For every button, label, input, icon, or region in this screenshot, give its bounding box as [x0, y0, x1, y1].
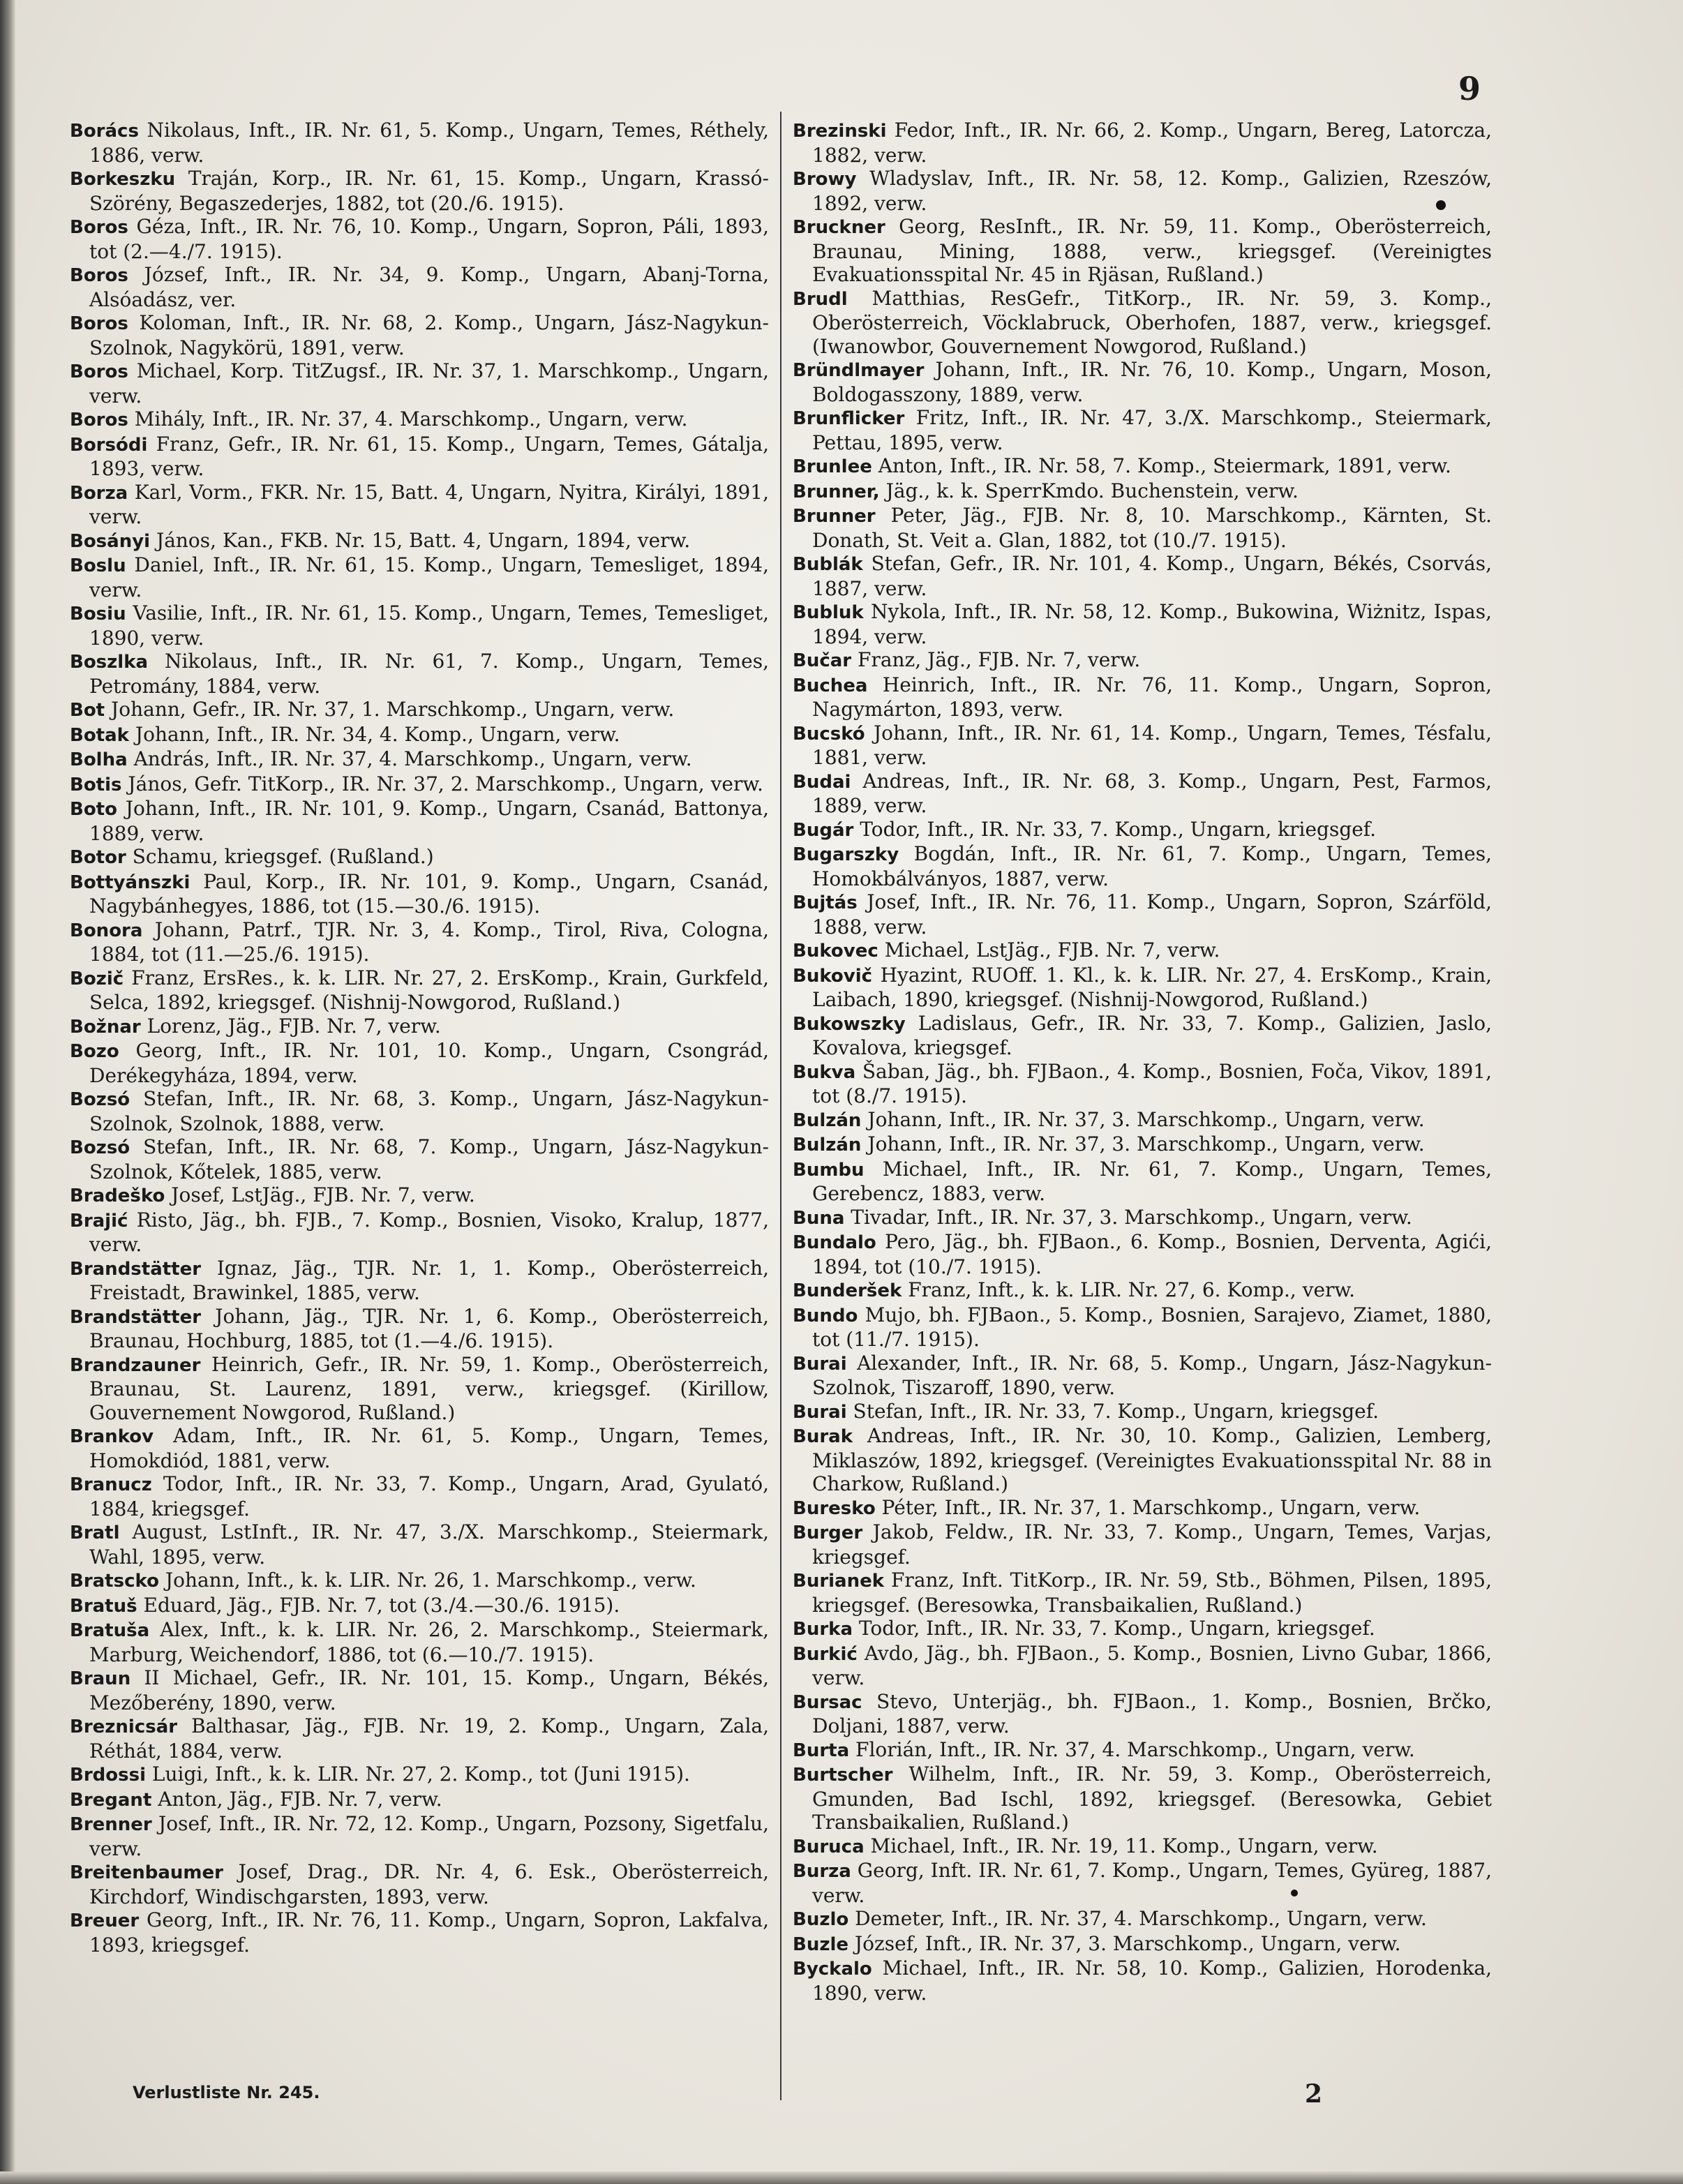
casualty-entry: [70, 1135, 769, 1183]
entry-details: Karl, Vorm., FKR. Nr. 15, Batt. 4, Ungarn, Nyitra, Királyi, 1891, verw.: [89, 480, 769, 528]
ink-dot-mark: [1291, 1890, 1298, 1897]
entry-surname: Burkić: [793, 1643, 858, 1665]
entry-surname: Bottyánszki: [70, 872, 190, 893]
entry-details: II Michael, Gefr., IR. Nr. 101, 15. Komp., Ungarn, Békés, Mezőberény, 1890, verw.: [89, 1666, 769, 1714]
entry-details: Tivadar, Inft., IR. Nr. 37, 3. Marschkomp., Ungarn, verw.: [851, 1205, 1412, 1229]
entry-details: Johann, Inft., k. k. LIR. Nr. 26, 1. Marschkomp., verw.: [165, 1569, 696, 1592]
entry-details: Josef, Inft., IR. Nr. 72, 12. Komp., Ungarn, Pozsony, Sigetfalu, verw.: [89, 1812, 769, 1860]
entry-surname: Boszlka: [70, 652, 149, 673]
entry-surname: Bukovec: [793, 941, 878, 962]
casualty-entry: [793, 1738, 1492, 1763]
entry-surname: Burai: [793, 1401, 847, 1423]
casualty-entry: [70, 553, 769, 601]
casualty-entry: [793, 1108, 1492, 1133]
entry-details: Andreas, Inft., IR. Nr. 68, 3. Komp., Ungarn, Pest, Farmos, 1889, verw.: [812, 769, 1492, 817]
entry-details: Jakob, Feldw., IR. Nr. 33, 7. Komp., Ungarn, Temes, Varjas, kriegsgef.: [812, 1520, 1492, 1569]
casualty-entry: [70, 1666, 769, 1714]
entry-surname: Botis: [70, 774, 122, 795]
entry-surname: Bozo: [70, 1041, 119, 1062]
entry-surname: Borács: [70, 121, 139, 142]
entry-details: Todor, Inft., IR. Nr. 33, 7. Komp., Ungarn, Arad, Gyulató, 1884, kriegsgef.: [89, 1472, 769, 1520]
casualty-entry: [793, 406, 1492, 454]
casualty-entry: [70, 918, 769, 966]
entry-surname: Brajić: [70, 1210, 128, 1232]
entry-surname: Burka: [793, 1619, 853, 1640]
entry-details: Wilhelm, Inft., IR. Nr. 59, 3. Komp., Oberösterreich, Gmunden, Bad Ischl, 1892, kriegsgef. (Beresowka, Gebiet Transbaikalien, Rußland.): [812, 1763, 1492, 1834]
entry-surname: Bujtás: [793, 892, 858, 913]
casualty-entry: [70, 1424, 769, 1472]
casualty-entry: [793, 1569, 1492, 1617]
entry-details: Stefan, Gefr., IR. Nr. 101, 4. Komp., Ungarn, Békés, Csorvás, 1887, verw.: [812, 552, 1492, 600]
casualty-entry: [793, 1520, 1492, 1569]
entry-details: Andreas, Inft., IR. Nr. 30, 10. Komp., Galizien, Lemberg, Miklaszów, 1892, kriegsgef. (Vereinigtes Evakuationsspital Nr. 88 in Charkow, Rußland.): [812, 1424, 1492, 1495]
entry-details: Georg, ResInft., IR. Nr. 59, 11. Komp., Oberösterreich, Braunau, Mining, 1888, verw., kriegsgef. (Vereinigtes Evakuationsspital Nr. 45 in Rjäsan, Rußland.): [812, 215, 1492, 286]
entry-surname: Browy: [793, 169, 857, 190]
casualty-entry: [793, 1400, 1492, 1425]
footer-signature-mark: 2: [1305, 2079, 1323, 2109]
entry-details: Heinrich, Gefr., IR. Nr. 59, 1. Komp., Oberösterreich, Braunau, St. Laurenz, 1891, verw., kriegsgef. (Kirillow, Gouvernement Nowgorod, Rußland.): [89, 1352, 769, 1424]
entry-surname: Bukowszky: [793, 1013, 906, 1035]
casualty-entry: [793, 1859, 1492, 1907]
footer-list-number: Verlustliste Nr. 245.: [133, 2083, 320, 2102]
entry-surname: Burianek: [793, 1571, 885, 1592]
entry-details: Todor, Inft., IR. Nr. 33, 7. Komp., Ungarn, kriegsgef.: [860, 817, 1377, 841]
casualty-entry: [70, 1183, 769, 1209]
casualty-entry: [70, 723, 769, 748]
entry-details: Stefan, Inft., IR. Nr. 68, 7. Komp., Ungarn, Jász-Nagykun-Szolnok, Kőtelek, 1885, verw.: [89, 1135, 769, 1183]
casualty-entry: [70, 1788, 769, 1813]
casualty-entry: [793, 454, 1492, 479]
entry-details: Balthasar, Jäg., FJB. Nr. 19, 2. Komp., Ungarn, Zala, Réthát, 1884, verw.: [89, 1714, 769, 1763]
entry-surname: Burta: [793, 1740, 850, 1761]
entry-surname: Bublák: [793, 554, 863, 575]
entry-surname: Budai: [793, 771, 851, 793]
casualty-entry: [793, 1763, 1492, 1834]
entry-surname: Bosányi: [70, 530, 151, 552]
entry-surname: Boros: [70, 410, 128, 431]
entry-details: August, LstInft., IR. Nr. 47, 3./X. Marschkomp., Steiermark, Wahl, 1895, verw.: [89, 1520, 769, 1569]
entry-details: Traján, Korp., IR. Nr. 61, 15. Komp., Ungarn, Krassó-Szörény, Begaszederjes, 1882, tot (20./6. 1915).: [89, 167, 769, 215]
entry-details: Mujo, bh. FJBaon., 5. Komp., Bosnien, Sarajevo, Ziamet, 1880, tot (11./7. 1915).: [812, 1303, 1492, 1351]
entry-surname: Bruckner: [793, 217, 885, 238]
casualty-entry: [70, 1039, 769, 1087]
entry-surname: Božnar: [70, 1016, 141, 1038]
casualty-entry: [70, 311, 769, 359]
entry-details: Josef, Inft., IR. Nr. 76, 11. Komp., Ungarn, Sopron, Szárföld, 1888, verw.: [812, 890, 1492, 938]
casualty-entry: [70, 167, 769, 215]
entry-details: Johann, Inft., IR. Nr. 101, 9. Komp., Ungarn, Csanád, Battonya, 1889, verw.: [89, 797, 769, 845]
entry-surname: Breznicsár: [70, 1716, 178, 1737]
entry-details: Johann, Gefr., IR. Nr. 37, 1. Marschkomp., Ungarn, verw.: [111, 698, 675, 721]
casualty-entry: [793, 600, 1492, 648]
entry-surname: Bonora: [70, 920, 143, 941]
entry-details: Georg, Inft. IR. Nr. 61, 7. Komp., Ungarn, Temes, Gyüreg, 1887, verw.: [812, 1859, 1492, 1907]
entry-details: Anton, Jäg., FJB. Nr. 7, verw.: [158, 1787, 442, 1811]
entry-surname: Boto: [70, 799, 117, 820]
entry-surname: Bumbu: [793, 1159, 865, 1181]
casualty-entry: [793, 1424, 1492, 1496]
casualty-entry: [793, 842, 1492, 890]
entry-surname: Botak: [70, 724, 129, 746]
casualty-entry: [70, 433, 769, 481]
entry-surname: Bundo: [793, 1305, 858, 1326]
casualty-entry: [70, 601, 769, 650]
entry-surname: Bundalo: [793, 1232, 876, 1253]
entry-details: Fedor, Inft., IR. Nr. 66, 2. Komp., Ungarn, Bereg, Latorcza, 1882, verw.: [812, 119, 1492, 167]
casualty-entry: [793, 1012, 1492, 1060]
entry-details: Eduard, Jäg., FJB. Nr. 7, tot (3./4.—30./6. 1915).: [143, 1593, 620, 1617]
entry-details: Nikolaus, Inft., IR. Nr. 61, 7. Komp., Ungarn, Temes, Petromány, 1884, verw.: [89, 650, 769, 698]
right-column: [793, 119, 1492, 2076]
entry-surname: Bursac: [793, 1691, 862, 1713]
casualty-entry: [793, 1496, 1492, 1521]
entry-details: Avdo, Jäg., bh. FJBaon., 5. Komp., Bosnien, Livno Gubar, 1866, verw.: [812, 1641, 1492, 1689]
casualty-entry: [793, 479, 1492, 504]
casualty-entry: [70, 1353, 769, 1425]
entry-details: Florián, Inft., IR. Nr. 37, 4. Marschkomp., Ungarn, verw.: [855, 1737, 1415, 1761]
entry-details: József, Inft., IR. Nr. 34, 9. Komp., Ungarn, Abanj-Torna, Alsóadász, ver.: [89, 263, 769, 311]
entry-surname: Bubluk: [793, 602, 864, 623]
entry-details: Peter, Jäg., FJB. Nr. 8, 10. Marschkomp., Kärnten, St. Donath, St. Veit a. Glan, 1882, tot (10./7. 1915).: [812, 504, 1492, 552]
entry-details: Anton, Inft., IR. Nr. 58, 7. Komp., Steiermark, 1891, verw.: [878, 454, 1451, 477]
casualty-entry: [793, 648, 1492, 673]
entry-details: Koloman, Inft., IR. Nr. 68, 2. Komp., Ungarn, Jász-Nagykun-Szolnok, Nagykörü, 1891, verw.: [89, 311, 769, 359]
casualty-entry: [793, 1206, 1492, 1231]
casualty-entry: [793, 1957, 1492, 2005]
entry-surname: Boslu: [70, 555, 126, 576]
casualty-entry: [793, 1352, 1492, 1400]
entry-details: Paul, Korp., IR. Nr. 101, 9. Komp., Ungarn, Csanád, Nagybánhegyes, 1886, tot (15.—30./6. 1915).: [89, 869, 769, 918]
entry-surname: Bučar: [793, 650, 852, 671]
entry-details: Stevo, Unterjäg., bh. FJBaon., 1. Komp., Bosnien, Brčko, Doljani, 1887, verw.: [812, 1689, 1492, 1737]
entry-surname: Breuer: [70, 1910, 140, 1931]
entry-surname: Bugár: [793, 819, 854, 841]
entry-surname: Brdossi: [70, 1765, 146, 1786]
entry-surname: Brunner: [793, 506, 876, 527]
entry-details: Luigi, Inft., k. k. LIR. Nr. 27, 2. Komp., tot (Juni 1915).: [151, 1763, 690, 1786]
column-divider: [780, 112, 781, 2100]
entry-surname: Buzlo: [793, 1909, 849, 1930]
entry-surname: Bosiu: [70, 604, 126, 624]
entry-surname: Bozič: [70, 968, 124, 989]
entry-surname: Brunner,: [793, 481, 880, 502]
page-left-edge: [0, 0, 15, 2184]
entry-surname: Borkeszku: [70, 169, 176, 190]
entry-surname: Brenner: [70, 1814, 152, 1835]
casualty-entry: [793, 1907, 1492, 1932]
entry-surname: Bukva: [793, 1061, 856, 1083]
entry-surname: Brandzauner: [70, 1354, 201, 1376]
casualty-entry: [793, 673, 1492, 721]
entry-surname: Boros: [70, 313, 128, 334]
casualty-entry: [70, 1812, 769, 1860]
entry-details: Mihály, Inft., IR. Nr. 37, 4. Marschkomp., Ungarn, verw.: [134, 407, 688, 431]
entry-details: Matthias, ResGefr., TitKorp., IR. Nr. 59, 3. Komp., Oberösterreich, Vöcklabruck, Oberhofen, 1887, verw., kriegsgef. (Iwanowbor, Gouvernement Nowgorod, Rußland.): [812, 286, 1492, 358]
entry-details: Nykola, Inft., IR. Nr. 58, 12. Komp., Bukowina, Wiżnitz, Ispas, 1894, verw.: [812, 600, 1492, 648]
casualty-entry: [70, 797, 769, 845]
entry-surname: Brunlee: [793, 456, 872, 477]
entry-details: János, Gefr. TitKorp., IR. Nr. 37, 2. Marschkomp., Ungarn, verw.: [128, 772, 763, 795]
entry-surname: Bratuš: [70, 1595, 137, 1617]
casualty-entry: [70, 698, 769, 723]
casualty-entry: [70, 1087, 769, 1135]
casualty-entry: [70, 1763, 769, 1788]
entry-surname: Brudl: [793, 288, 848, 310]
casualty-entry: [793, 1932, 1492, 1957]
entry-details: Johann, Inft., IR. Nr. 37, 3. Marschkomp., Ungarn, verw.: [867, 1107, 1425, 1131]
casualty-entry: [70, 1594, 769, 1619]
casualty-entry: [70, 481, 769, 529]
entry-details: Franz, Inft., k. k. LIR. Nr. 27, 6. Komp., verw.: [908, 1278, 1355, 1301]
entry-surname: Byckalo: [793, 1959, 872, 1980]
entry-surname: Bulzán: [793, 1135, 862, 1155]
entry-details: Franz, ErsRes., k. k. LIR. Nr. 27, 2. ErsKomp., Krain, Gurkfeld, Selca, 1892, kriegsgef. (Nishnij-Nowgorod, Rußland.): [89, 966, 769, 1014]
entry-surname: Bratscko: [70, 1571, 159, 1592]
entry-details: Hyazint, RUOff. 1. Kl., k. k. LIR. Nr. 27, 4. ErsKomp., Krain, Laibach, 1890, kriegsgef. (Nishnij-Nowgorod, Rußland.): [812, 963, 1492, 1011]
casualty-entry: [70, 747, 769, 772]
casualty-entry: [70, 845, 769, 870]
entry-details: Josef, LstJäg., FJB. Nr. 7, verw.: [171, 1183, 475, 1206]
casualty-entry: [70, 1472, 769, 1520]
page-number: 9: [1458, 70, 1481, 107]
entry-surname: Buna: [793, 1207, 845, 1229]
entry-details: Georg, Inft., IR. Nr. 101, 10. Komp., Ungarn, Csongrád, Derékegyháza, 1894, verw.: [89, 1039, 769, 1087]
entry-details: Alexander, Inft., IR. Nr. 68, 5. Komp., Ungarn, Jász-Nagykun-Szolnok, Tiszaroff, 1890, verw.: [812, 1351, 1492, 1399]
entry-details: Johann, Inft., IR. Nr. 34, 4. Komp., Ungarn, verw.: [135, 722, 620, 746]
page-bottom-edge: [0, 2171, 1683, 2184]
casualty-entry: [70, 1860, 769, 1908]
casualty-entry: [793, 504, 1492, 552]
entry-details: József, Inft., IR. Nr. 37, 3. Marschkomp., Ungarn, verw.: [854, 1931, 1401, 1955]
entry-surname: Bucskó: [793, 723, 865, 745]
casualty-entry: [793, 721, 1492, 770]
entry-details: Franz, Inft. TitKorp., IR. Nr. 59, Stb., Böhmen, Pilsen, 1895, kriegsgef. (Beresowka, Transbaikalien, Rußland.): [812, 1569, 1492, 1617]
entry-details: Jäg., k. k. SperrKmdo. Buchenstein, verw.: [885, 479, 1299, 502]
casualty-entry: [793, 1158, 1492, 1206]
entry-details: Heinrich, Inft., IR. Nr. 76, 11. Komp., Ungarn, Sopron, Nagymárton, 1893, verw.: [812, 673, 1492, 721]
entry-details: Lorenz, Jäg., FJB. Nr. 7, verw.: [147, 1014, 441, 1038]
entry-details: Stefan, Inft., IR. Nr. 68, 3. Komp., Ungarn, Jász-Nagykun-Szolnok, Szolnok, 1888, verw.: [89, 1087, 769, 1135]
entry-surname: Brandstätter: [70, 1306, 202, 1328]
casualty-entry: [70, 870, 769, 918]
casualty-entry: [70, 1908, 769, 1957]
entry-details: Fritz, Inft., IR. Nr. 47, 3./X. Marschkomp., Steiermark, Pettau, 1895, verw.: [812, 406, 1492, 454]
entry-surname: Bregant: [70, 1789, 152, 1811]
entry-surname: Borza: [70, 482, 128, 504]
entry-details: Schamu, kriegsgef. (Rußland.): [132, 845, 434, 868]
casualty-entry: [793, 770, 1492, 818]
casualty-entry: [793, 938, 1492, 964]
entry-details: Georg, Inft., IR. Nr. 76, 11. Komp., Ungarn, Sopron, Lakfalva, 1893, kriegsgef.: [89, 1908, 769, 1957]
entry-surname: Bot: [70, 700, 105, 721]
casualty-entry: [793, 1230, 1492, 1278]
casualty-entry: [793, 1278, 1492, 1303]
entry-details: Franz, Jäg., FJB. Nr. 7, verw.: [858, 648, 1141, 671]
entry-details: Johann, Patrf., TJR. Nr. 3, 4. Komp., Tirol, Riva, Cologna, 1884, tot (11.—25./6. 1915).: [89, 918, 769, 966]
entry-surname: Brandstätter: [70, 1258, 202, 1280]
casualty-entry: [70, 1569, 769, 1594]
entry-surname: Boros: [70, 361, 128, 382]
entry-surname: Braun: [70, 1668, 131, 1689]
casualty-entry: [793, 1132, 1492, 1158]
entry-surname: Breitenbaumer: [70, 1862, 223, 1883]
casualty-entry: [70, 1257, 769, 1305]
entry-details: János, Kan., FKB. Nr. 15, Batt. 4, Ungarn, 1894, verw.: [156, 528, 691, 552]
entry-details: Michael, Inft., IR. Nr. 58, 10. Komp., Galizien, Horodenka, 1890, verw.: [812, 1957, 1492, 2005]
casualty-entry: [70, 215, 769, 263]
entry-surname: Buzle: [793, 1934, 849, 1955]
entry-surname: Bozsó: [70, 1137, 130, 1158]
entry-surname: Bulzán: [793, 1109, 862, 1131]
casualty-entry: [70, 1209, 769, 1257]
entry-details: Ignaz, Jäg., TJR. Nr. 1, 1. Komp., Oberösterreich, Freistadt, Brawinkel, 1885, verw.: [89, 1256, 769, 1304]
casualty-entry: [70, 1305, 769, 1353]
entry-details: Bogdán, Inft., IR. Nr. 61, 7. Komp., Ungarn, Temes, Homokbálványos, 1887, verw.: [812, 842, 1492, 890]
casualty-entry: [70, 1618, 769, 1666]
entry-details: Alex, Inft., k. k. LIR. Nr. 26, 2. Marschkomp., Steiermark, Marburg, Weichendorf, 1886, tot (6.—10./7. 1915).: [89, 1618, 769, 1666]
entry-surname: Buresko: [793, 1497, 876, 1519]
entry-details: Adam, Inft., IR. Nr. 61, 5. Komp., Ungarn, Temes, Homokdiód, 1881, verw.: [89, 1424, 769, 1472]
entry-details: Michael, Korp. TitZugsf., IR. Nr. 37, 1. Marschkomp., Ungarn, verw.: [89, 359, 769, 407]
entry-details: Pero, Jäg., bh. FJBaon., 6. Komp., Bosnien, Derventa, Agići, 1894, tot (10./7. 1915).: [812, 1230, 1492, 1278]
entry-surname: Burger: [793, 1523, 863, 1543]
entry-surname: Burak: [793, 1426, 853, 1447]
entry-details: Michael, Inft., IR. Nr. 19, 11. Komp., Ungarn, verw.: [870, 1834, 1378, 1857]
casualty-entry: [70, 119, 769, 167]
entry-surname: Brezinski: [793, 121, 887, 142]
casualty-entry: [70, 263, 769, 311]
entry-surname: Bründlmayer: [793, 360, 925, 381]
casualty-entry: [793, 1617, 1492, 1642]
entry-surname: Boros: [70, 265, 128, 286]
entry-surname: Bratuša: [70, 1620, 150, 1641]
entry-details: Géza, Inft., IR. Nr. 76, 10. Komp., Ungarn, Sopron, Páli, 1893, tot (2.—4./7. 1915).: [89, 215, 769, 263]
casualty-entry: [793, 818, 1492, 843]
entry-details: Demeter, Inft., IR. Nr. 37, 4. Marschkomp., Ungarn, verw.: [855, 1907, 1427, 1930]
casualty-entry: [793, 287, 1492, 359]
entry-surname: Bolha: [70, 749, 128, 770]
casualty-entry: [70, 1714, 769, 1763]
casualty-entry: [793, 167, 1492, 215]
casualty-entry: [793, 552, 1492, 600]
entry-details: Péter, Inft., IR. Nr. 37, 1. Marschkomp., Ungarn, verw.: [881, 1495, 1421, 1519]
entry-details: Ladislaus, Gefr., IR. Nr. 33, 7. Komp., Galizien, Jaslo, Kovalova, kriegsgef.: [812, 1011, 1492, 1059]
entry-surname: Bozsó: [70, 1089, 130, 1110]
casualty-entry: [70, 1015, 769, 1040]
entry-surname: Buchea: [793, 675, 868, 696]
entry-surname: Brunflicker: [793, 408, 905, 429]
casualty-entry: [793, 1690, 1492, 1738]
entry-surname: Branucz: [70, 1474, 152, 1495]
entry-details: Johann, Inft., IR. Nr. 61, 14. Komp., Ungarn, Temes, Tésfalu, 1881, verw.: [812, 721, 1492, 769]
entry-surname: Burza: [793, 1861, 851, 1882]
entry-details: Michael, LstJäg., FJB. Nr. 7, verw.: [884, 938, 1220, 962]
casualty-entry: [793, 1303, 1492, 1352]
entry-details: Šaban, Jäg., bh. FJBaon., 4. Komp., Bosnien, Foča, Vikov, 1891, tot (8./7. 1915).: [812, 1059, 1492, 1107]
casualty-entry: [793, 119, 1492, 167]
ink-dot-mark: [1436, 200, 1446, 210]
casualty-entry: [70, 772, 769, 798]
entry-details: Michael, Inft., IR. Nr. 61, 7. Komp., Ungarn, Temes, Gerebencz, 1883, verw.: [812, 1157, 1492, 1205]
entry-surname: Bukovič: [793, 965, 873, 987]
entry-details: Stefan, Inft., IR. Nr. 33, 7. Komp., Ungarn, kriegsgef.: [853, 1399, 1379, 1423]
casualty-entry: [793, 1642, 1492, 1690]
entry-surname: Brankov: [70, 1426, 154, 1447]
entry-details: Risto, Jäg., bh. FJB., 7. Komp., Bosnien, Visoko, Kralup, 1877, verw.: [89, 1208, 769, 1256]
entry-details: Todor, Inft., IR. Nr. 33, 7. Komp., Ungarn, kriegsgef.: [858, 1617, 1375, 1640]
entry-surname: Burtscher: [793, 1765, 893, 1786]
entry-surname: Buruca: [793, 1836, 865, 1857]
entry-surname: Botor: [70, 847, 126, 868]
entry-details: András, Inft., IR. Nr. 37, 4. Marschkomp., Ungarn, verw.: [133, 747, 692, 770]
casualty-entry: [70, 529, 769, 554]
entry-surname: Boros: [70, 217, 128, 238]
entry-surname: Bugarszky: [793, 844, 899, 865]
entry-details: Nikolaus, Inft., IR. Nr. 61, 5. Komp., Ungarn, Temes, Réthely, 1886, verw.: [89, 119, 769, 167]
casualty-entry: [793, 1834, 1492, 1860]
entry-details: Daniel, Inft., IR. Nr. 61, 15. Komp., Ungarn, Temesliget, 1894, verw.: [89, 553, 769, 601]
entry-details: Franz, Gefr., IR. Nr. 61, 15. Komp., Ungarn, Temes, Gátalja, 1893, verw.: [89, 432, 769, 480]
casualty-entry: [70, 966, 769, 1015]
casualty-entry: [793, 215, 1492, 287]
entry-details: Johann, Inft., IR. Nr. 37, 3. Marschkomp., Ungarn, verw.: [867, 1132, 1425, 1155]
entry-details: Josef, Drag., DR. Nr. 4, 6. Esk., Oberösterreich, Kirchdorf, Windischgarsten, 1893, verw.: [89, 1860, 769, 1908]
entry-surname: Bradeško: [70, 1186, 165, 1206]
casualty-entry: [70, 650, 769, 698]
entry-details: Johann, Jäg., TJR. Nr. 1, 6. Komp., Oberösterreich, Braunau, Hochburg, 1885, tot (1.—4./6. 1915).: [89, 1304, 769, 1352]
entry-details: Wladyslav, Inft., IR. Nr. 58, 12. Komp., Galizien, Rzeszów, 1892, verw.: [812, 167, 1492, 215]
casualty-entry: [793, 1060, 1492, 1108]
entry-surname: Borsódi: [70, 434, 148, 456]
casualty-entry: [793, 890, 1492, 938]
entry-surname: Bratl: [70, 1523, 120, 1543]
casualty-entry: [793, 964, 1492, 1012]
casualty-entry: [793, 358, 1492, 406]
casualty-entry: [70, 407, 769, 433]
entry-surname: Bunderšek: [793, 1280, 902, 1301]
casualty-entry: [70, 1520, 769, 1569]
entry-details: Vasilie, Inft., IR. Nr. 61, 15. Komp., Ungarn, Temes, Temesliget, 1890, verw.: [89, 601, 769, 650]
casualty-entry: [70, 359, 769, 407]
entry-details: Johann, Inft., IR. Nr. 76, 10. Komp., Ungarn, Moson, Boldogasszony, 1889, verw.: [812, 358, 1492, 406]
left-column: [70, 119, 769, 2076]
entry-surname: Burai: [793, 1353, 847, 1375]
